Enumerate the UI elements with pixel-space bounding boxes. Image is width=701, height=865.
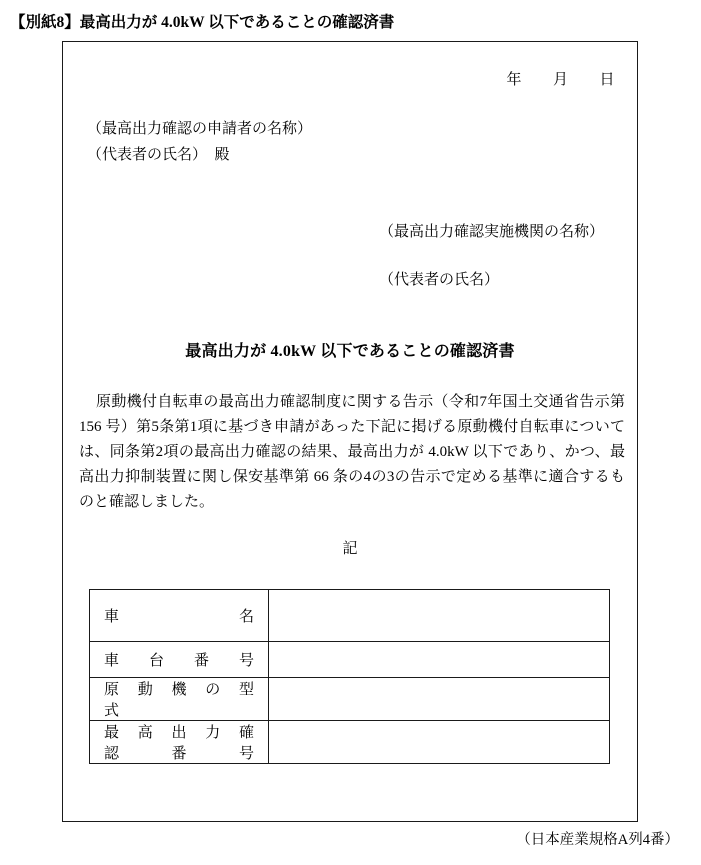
table-row-label xyxy=(90,721,269,764)
table-row xyxy=(90,721,610,764)
table-label-engine-model: 原 動 機 の 型 式 xyxy=(104,682,270,719)
page-frame xyxy=(62,41,638,822)
table-row-label xyxy=(90,678,269,721)
table-row xyxy=(90,642,610,678)
table-label-chassis-number: 車 台 番 号 xyxy=(104,653,254,669)
table-label-vehicle-name: 車 名 xyxy=(104,609,254,625)
table-value-engine-model[interactable] xyxy=(269,678,610,721)
table-row xyxy=(90,590,610,642)
ki-marker: 記 xyxy=(342,541,358,557)
table-value-chassis-number[interactable] xyxy=(269,642,610,678)
table-row-label xyxy=(90,590,269,642)
table-row-label xyxy=(90,642,269,678)
table-label-confirmation-number: 最 高 出 力 確 認 番 号 xyxy=(104,725,270,762)
paper-size-note: （日本産業規格A列4番） xyxy=(516,832,679,848)
page-title: 最高出力が 4.0kW 以下であることの確認済書 xyxy=(185,343,515,360)
issuer-block xyxy=(379,219,604,293)
addressee-block xyxy=(87,116,312,168)
document-header-label: 【別紙8】最高出力が 4.0kW 以下であることの確認済書 xyxy=(10,14,395,31)
body-paragraph: 原動機付自転車の最高出力確認制度に関する告示（令和7年国土交通省告示第 156 号）第5条第1項に基づき申請があった下記に掲げる原動機付自転車については、同条第2項の最高出力確認の結果、最高出力が 4.0kW 以下であり、かつ、最高出力抑制装置に関し保安基準第 66 条の4の3の告示で定める基準に適合するものと確認しました。 xyxy=(79,394,625,510)
issuer-organization-name: （最高出力確認実施機関の名称） xyxy=(379,224,605,240)
vehicle-info-table xyxy=(89,589,610,764)
issuer-representative-name: （代表者の氏名） xyxy=(379,272,500,288)
addressee-representative-name: （代表者の氏名） 殿 xyxy=(87,147,230,163)
addressee-applicant-name: （最高出力確認の申請者の名称） xyxy=(87,121,313,137)
table-value-confirmation-number[interactable] xyxy=(269,721,610,764)
table-row xyxy=(90,678,610,721)
date-line: 年 月 日 xyxy=(506,72,615,88)
table-value-vehicle-name[interactable] xyxy=(269,590,610,642)
